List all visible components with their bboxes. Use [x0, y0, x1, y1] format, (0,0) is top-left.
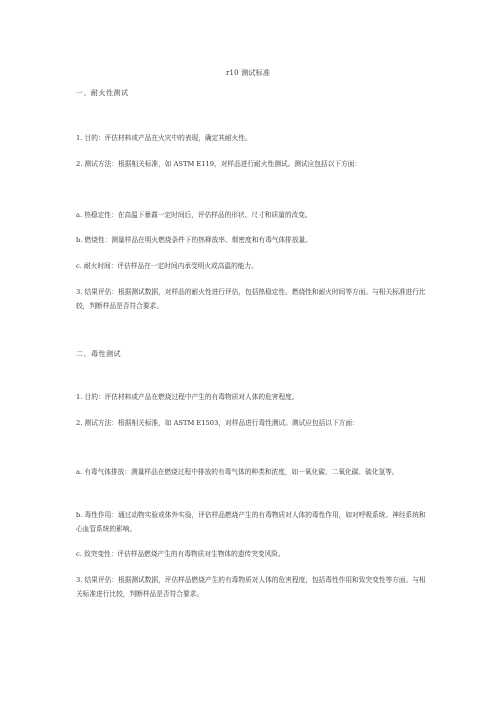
- section-heading-toxicity: 二、毒性测试: [76, 350, 121, 358]
- item-c-mutagenicity: c. 致突变性：评估样品燃烧产生的有毒物质对生物体的遗传突变风险。: [76, 550, 285, 558]
- item-c-fire-resistance-time: c. 耐火时间：评估样品在一定时间内承受明火或高温的能力。: [76, 262, 258, 270]
- paragraph-purpose-1: 1. 目的：评估材料或产品在火灾中的表现，确定其耐火性。: [76, 134, 252, 142]
- item-a-toxic-gas-emission: a. 有毒气体排放：测量样品在燃烧过程中排放的有毒气体的种类和浓度，如一氧化碳、二氧化碳、硫化氢等。: [76, 468, 399, 476]
- item-a-thermal-stability: a. 热稳定性：在高温下暴露一定时间后，评估样品的形状、尺寸和质量的改变。: [76, 211, 312, 219]
- section-heading-fire-resistance: 一、耐火性测试: [76, 89, 129, 97]
- document-title: r10 测试标准: [225, 69, 271, 77]
- paragraph-purpose-2: 1. 目的：评估材料或产品在燃烧过程中产生的有毒物质对人体的危害程度。: [76, 393, 299, 401]
- paragraph-evaluation-1: 3. 结果评估：根据测试数据，对样品的耐火性进行评估，包括热稳定性、燃烧性和耐火时间等方面。与相关标准进行比较，判断样品是否符合要求。: [76, 288, 426, 310]
- paragraph-evaluation-2: 3. 结果评估：根据测试数据，评估样品燃烧产生的有毒物质对人体的危害程度，包括毒性作用和致突变性等方面。与相关标准进行比较，判断样品是否符合要求。: [76, 576, 426, 598]
- paragraph-method-1: 2. 测试方法：根据相关标准，如 ASTM E119，对样品进行耐火性测试。测试应包括以下方面：: [76, 160, 362, 168]
- item-b-toxic-effects: b. 毒性作用：通过动物实验或体外实验，评估样品燃烧产生的有毒物质对人体的毒性作用，如对呼吸系统、神经系统和心血管系统的影响。: [76, 511, 426, 533]
- paragraph-method-2: 2. 测试方法：根据相关标准，如 ASTM E1503，对样品进行毒性测试。测试应包括以下方面：: [76, 419, 359, 427]
- item-b-flammability: b. 燃烧性：测量样品在明火燃烧条件下的热释放率、烟密度和有毒气体排放量。: [76, 236, 312, 244]
